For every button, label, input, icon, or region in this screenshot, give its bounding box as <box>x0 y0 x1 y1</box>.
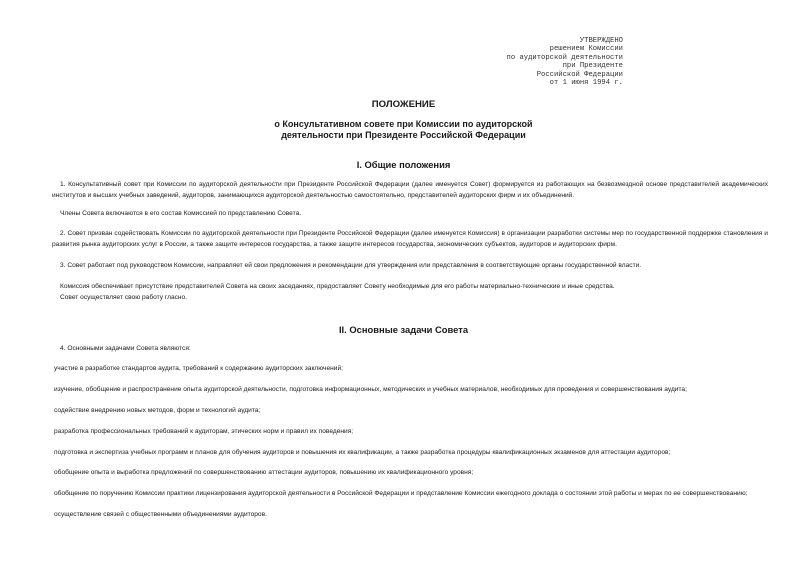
list-item: участие в разработке стандартов аудита, требований к содержанию аудиторских заключений; <box>54 365 343 372</box>
subtitle-line-1: о Консультативном совете при Комиссии по аудиторской <box>274 119 533 129</box>
list-item: обобщение по поручению Комиссии практики лицензирования аудиторской деятельности в Российской Федерации и представление Комиссии ежегодного доклада о состоянии этой работы и мерах по ее совершенствованию; <box>54 490 748 497</box>
paragraph: Члены Совета включаются в его состав Комиссией по представлению Совета. <box>60 210 302 217</box>
approval-line: от 1 июня 1994 г. <box>549 79 623 88</box>
list-item: разработка профессиональных требований к аудиторам, этических норм и правил их поведения; <box>54 428 354 435</box>
list-item: осуществление связей с общественными объединениями аудиторов. <box>54 511 267 518</box>
list-item: содействие внедрению новых методов, форм и технологий аудита; <box>54 407 261 414</box>
subtitle-line-2: деятельности при Президенте Российской Федерации <box>281 130 526 140</box>
approval-stamp <box>473 37 623 87</box>
approval-line: Российской Федерации <box>536 70 623 79</box>
list-item: подготовка и экспертиза учебных программ и планов для обучения аудиторов и повышения их квалификации, а также разработка процедуры квалификационных экзаменов для аттестации аудиторов; <box>54 449 671 456</box>
section-2-heading: II. Основные задачи Совета <box>338 324 469 335</box>
section-1-heading: I. Общие положения <box>356 159 451 170</box>
paragraph: 3. Совет работает под руководством Комиссии, направляет ей свои предложения и рекомендации для утверждения или представления в соответствующие органы государственной власти. <box>60 262 642 269</box>
approval-line: при Президенте <box>562 62 623 71</box>
approval-line: решением Комиссии <box>549 45 623 54</box>
document-title: ПОЛОЖЕНИЕ <box>371 99 436 110</box>
paragraph: Совет осуществляет свою работу гласно. <box>60 294 188 301</box>
paragraph: 1. Консультативный совет при Комиссии по аудиторской деятельности при Президенте Российской Федерации (далее именуется Совет) формируется из работающих на безвозмездной основе представителей академических институтов и высших учебных заведений, аудиторов, занимающихся аудиторской деятельностью самостоятельно, представителей аудиторских фирм и их объединений. <box>52 181 768 199</box>
document-subtitle <box>0 119 807 141</box>
list-item: обобщение опыта и выработка предложений по совершенствованию аттестации аудиторов, повышению их квалификационного уровня; <box>54 469 474 476</box>
paragraph: 2. Совет призван содействовать Комиссии по аудиторской деятельности при Президенте Российской Федерации (далее именуется Комиссия) в организации разработки системы мер по государственной поддержке становления и развития рынка аудиторских услуг в России, а также защите интересов государства, а также защите интересов государства, экономических субъектов, аудиторов и аудиторских фирм. <box>52 230 768 248</box>
approval-line: по аудиторской деятельности <box>506 53 623 62</box>
paragraph: Комиссия обеспечивает присутствие представителей Совета на своих заседаниях, предоставляет Совету необходимые для его работы материально-технические и иные средства. <box>60 283 615 290</box>
approval-line: УТВЕРЖДЕНО <box>579 37 623 45</box>
list-item: изучение, обобщение и распространение опыта аудиторской деятельности, подготовка информационных, методических и учебных материалов, необходимых для проведения и совершенствования аудита; <box>54 386 687 393</box>
paragraph: 4. Основными задачами Совета являются: <box>60 345 191 352</box>
